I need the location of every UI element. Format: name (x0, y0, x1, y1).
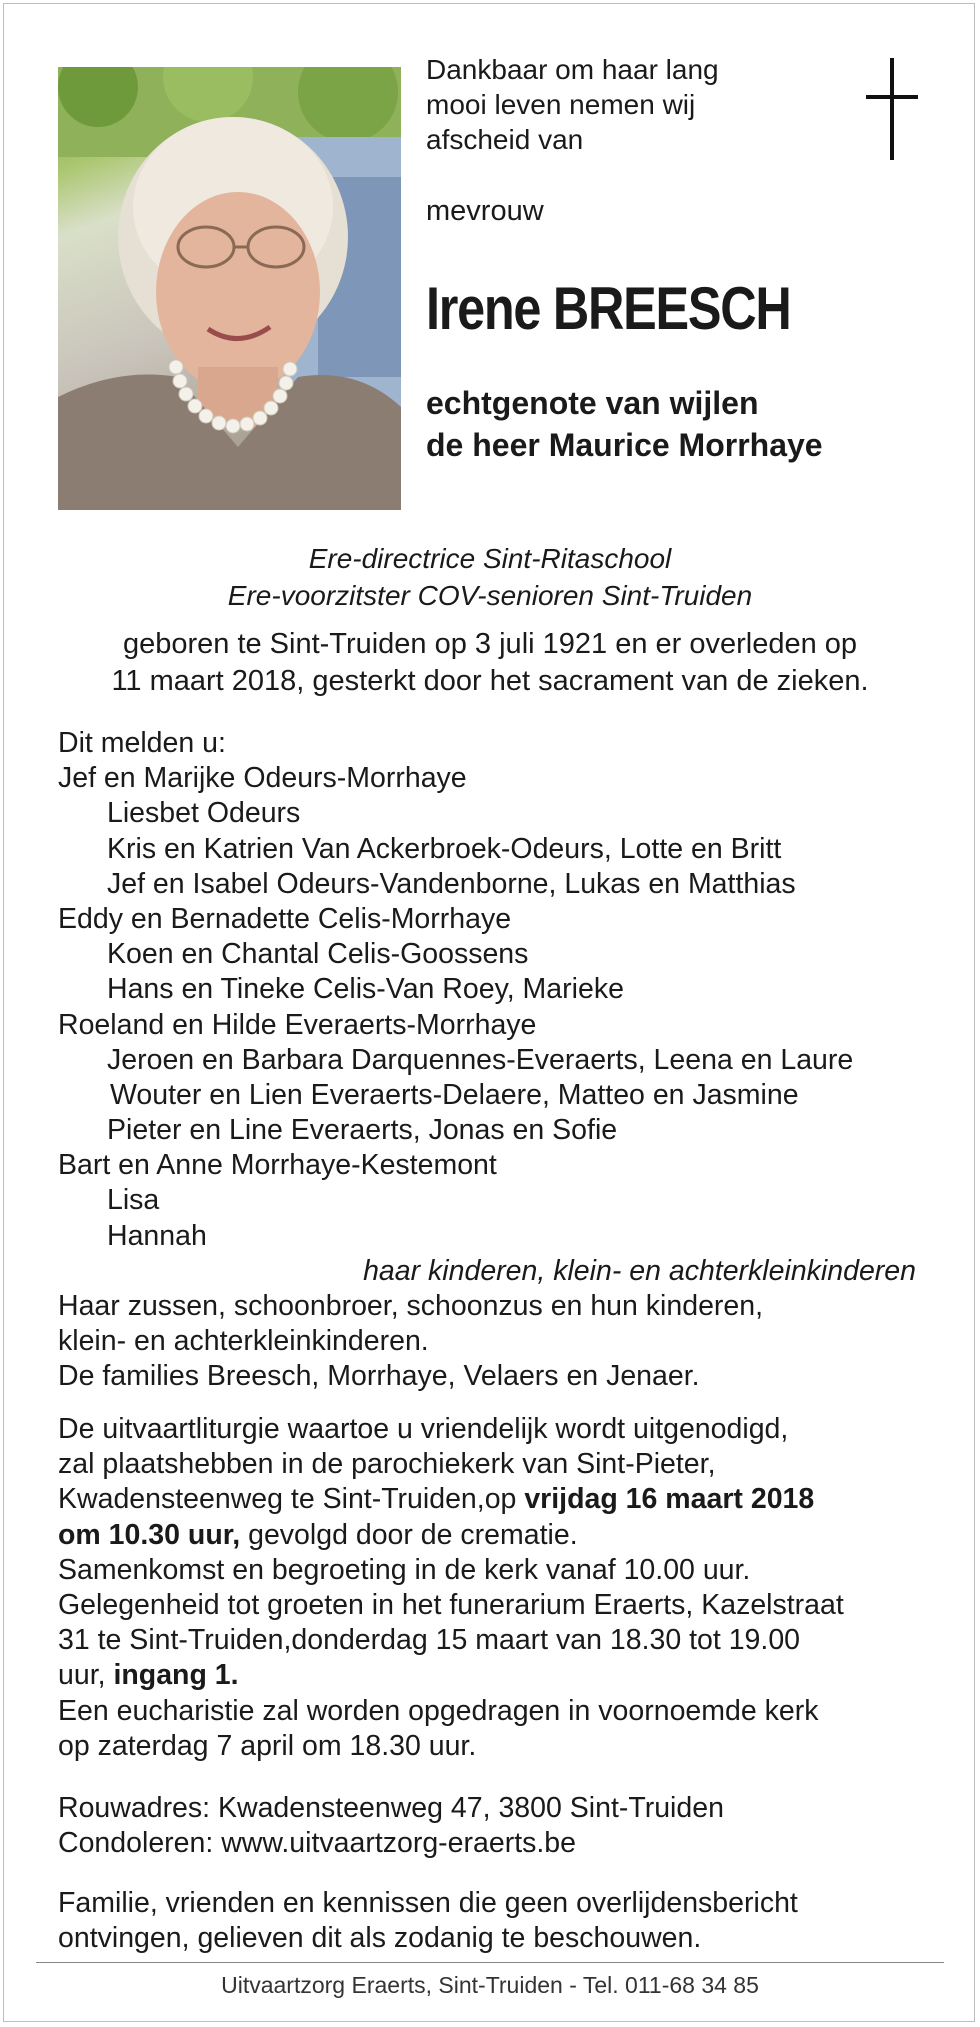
ceremony-text: gevolgd door de crematie. (240, 1518, 578, 1551)
notice-line: ontvingen, gelieven dit als zodanig te beschouwen. (58, 1922, 702, 1955)
ceremony-line: 31 te Sint-Truiden,donderdag 15 maart van 18.30 tot 19.00 (58, 1624, 801, 1657)
family-row: Hannah (107, 1219, 207, 1252)
ceremony-line (58, 1518, 938, 1553)
family-caption: haar kinderen, klein- en achterkleinkinderen (363, 1254, 916, 1287)
family-other: klein- en achterkleinkinderen. (58, 1325, 429, 1358)
family-row: Liesbet Odeurs (107, 797, 301, 830)
ceremony-line: Gelegenheid tot groeten in het funerarium Eraerts, Kazelstraat (58, 1589, 844, 1622)
portrait-photo (58, 67, 401, 510)
ceremony-line: De uitvaartliturgie waartoe u vriendelijk wordt uitgenodigd, (58, 1413, 789, 1445)
intro-text (426, 52, 806, 157)
family-row: Bart en Anne Morrhaye-Kestemont (58, 1149, 497, 1182)
family-row: Roeland en Hilde Everaerts-Morrhaye (58, 1008, 537, 1041)
notice (58, 1886, 938, 1956)
condolences-line[interactable]: Condoleren: www.uitvaartzorg-eraerts.be (58, 1827, 576, 1860)
ceremony-line: op zaterdag 7 april om 18.30 uur. (58, 1729, 477, 1762)
spouse-line: echtgenote van wijlen (426, 385, 759, 421)
family-row: Eddy en Bernadette Celis-Morrhaye (58, 902, 512, 935)
ceremony-line: Een eucharistie zal worden opgedragen in voornoemde kerk (58, 1694, 819, 1727)
born-line: 11 maart 2018, gesterkt door het sacrament van de zieken. (111, 665, 869, 697)
intro-line: mooi leven nemen wij (426, 89, 696, 120)
ceremony-entrance: ingang 1. (113, 1659, 239, 1692)
family-row: Lisa (107, 1184, 160, 1217)
footer-divider (36, 1962, 944, 1963)
birth-death-text (0, 626, 980, 700)
deceased-name: Irene BREESCH (426, 275, 791, 342)
family-intro: Dit melden u: (58, 727, 226, 759)
ceremony-details (58, 1412, 938, 1764)
family-row: Jef en Isabel Odeurs-Vandenborne, Lukas en Matthias (107, 867, 796, 900)
ceremony-line (58, 1482, 938, 1517)
ceremony-text: uur, (58, 1659, 114, 1692)
ceremony-date: vrijdag 16 maart 2018 (524, 1483, 815, 1516)
ceremony-text: Kwadensteenweg te Sint-Truiden,op (58, 1483, 525, 1516)
contact-info (58, 1791, 938, 1861)
family-row: Wouter en Lien Everaerts-Delaere, Matteo en Jasmine (110, 1078, 799, 1111)
ceremony-line: zal plaatshebben in de parochiekerk van Sint-Pieter, (58, 1448, 716, 1481)
family-row: Hans en Tineke Celis-Van Roey, Marieke (107, 973, 624, 1006)
ceremony-line (58, 1658, 938, 1693)
notice-line: Familie, vrienden en kennissen die geen overlijdensbericht (58, 1887, 798, 1919)
footer: Uitvaartzorg Eraerts, Sint-Truiden - Tel. 011-68 34 85 (221, 1972, 759, 1998)
spouse-text (426, 382, 823, 466)
born-line: geboren te Sint-Truiden op 3 juli 1921 en er overleden op (122, 628, 858, 660)
honorific: mevrouw (426, 195, 544, 227)
family-row: Jef en Marijke Odeurs-Morrhaye (58, 762, 467, 795)
spouse-line: de heer Maurice Morrhaye (426, 427, 823, 463)
family-row: Jeroen en Barbara Darquennes-Everaerts, Leena en Laure (107, 1043, 854, 1076)
honor-line: Ere-directrice Sint-Ritaschool (308, 543, 672, 574)
honor-line: Ere-voorzitster COV-senioren Sint-Truiden (227, 580, 753, 611)
intro-line: afscheid van (426, 124, 584, 155)
ceremony-line: Samenkomst en begroeting in de kerk vanaf 10.00 uur. (58, 1553, 751, 1586)
address-line: Rouwadres: Kwadensteenweg 47, 3800 Sint-Truiden (58, 1792, 724, 1824)
honors (0, 540, 980, 614)
family-row: Koen en Chantal Celis-Goossens (107, 938, 529, 971)
cross-icon (862, 58, 922, 160)
family-list (58, 726, 938, 1395)
family-row: Pieter en Line Everaerts, Jonas en Sofie (107, 1114, 618, 1147)
ceremony-time: om 10.30 uur, (58, 1518, 241, 1551)
intro-line: Dankbaar om haar lang (426, 54, 719, 85)
family-other: De families Breesch, Morrhaye, Velaers en Jenaer. (58, 1360, 700, 1393)
family-row: Kris en Katrien Van Ackerbroek-Odeurs, Lotte en Britt (107, 832, 782, 865)
family-other: Haar zussen, schoonbroer, schoonzus en hun kinderen, (58, 1290, 764, 1322)
